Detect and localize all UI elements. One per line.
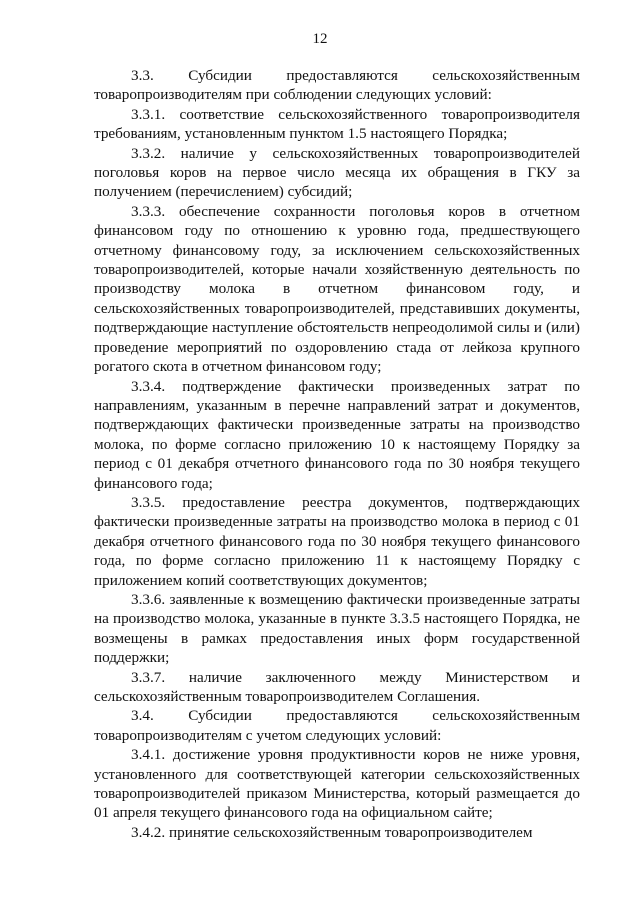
paragraph-3-4-1: 3.4.1. достижение уровня продуктивности коров не ниже уровня, установленного для соответствующей категории сельскохозяйственных товаропроизводителей приказом Министерства, который размещается до 01 апреля текущего финансового года на официальном сайте; (94, 746, 580, 822)
paragraph-3-3-7: 3.3.7. наличие заключенного между Министерством и сельскохозяйственным товаропроизводителем Соглашения. (94, 668, 580, 705)
paragraph-3-3-1: 3.3.1. соответствие сельскохозяйственного товаропроизводителя требованиям, установленным пунктом 1.5 настоящего Порядка; (94, 105, 580, 143)
page-number: 12 (312, 31, 328, 47)
document-body (94, 66, 580, 842)
paragraph-3-4: 3.4. Субсидии предоставляются сельскохозяйственным товаропроизводителям с учетом следующих условий: (94, 707, 580, 744)
paragraph-3-3-6: 3.3.6. заявленные к возмещению фактически произведенные затраты на производство молока, указанные в пункте 3.3.5 настоящего Порядка, не возмещены в рамках предоставления иных форм государственной поддержки; (94, 590, 580, 667)
paragraph-3-3-3: 3.3.3. обеспечение сохранности поголовья коров в отчетном финансовом году по отношению к уровню года, предшествующего отчетному финансовому году, за исключением сельскохозяйственных товаропроизводителей, которые начали хозяйственную деятельность по производству молока в отчетном финансовом году, и сельскохозяйственных товаропроизводителей, представивших документы, подтверждающие наступление обстоятельств непреодолимой силы и (или) проведение мероприятий по оздоровлению стада от лейкоза крупного рогатого скота в отчетном финансовом году; (94, 202, 580, 376)
paragraph-3-3-5: 3.3.5. предоставление реестра документов, подтверждающих фактически произведенные затраты на производство молока в период с 01 декабря отчетного финансового года по 30 ноября текущего финансового года, по форме согласно приложению 11 к настоящему Порядку с приложением копий соответствующих документов; (94, 493, 580, 589)
paragraph-3-4-2: 3.4.2. принятие сельскохозяйственным товаропроизводителем (131, 823, 533, 841)
paragraph-3-3-2: 3.3.2. наличие у сельскохозяйственных товаропроизводителей поголовья коров на первое число месяца их обращения в ГКУ за получением (перечислением) субсидий; (94, 144, 580, 201)
paragraph-3-3: 3.3. Субсидии предоставляются сельскохозяйственным товаропроизводителям при соблюдении следующих условий: (94, 67, 580, 104)
paragraph-3-3-4: 3.3.4. подтверждение фактически произведенных затрат по направлениям, указанным в перечне направлений затрат и документов, подтверждающих фактически произведенные затраты на производство молока, по форме согласно приложению 10 к настоящему Порядку за период с 01 декабря отчетного финансового года по 30 ноября текущего финансового года; (94, 377, 580, 492)
